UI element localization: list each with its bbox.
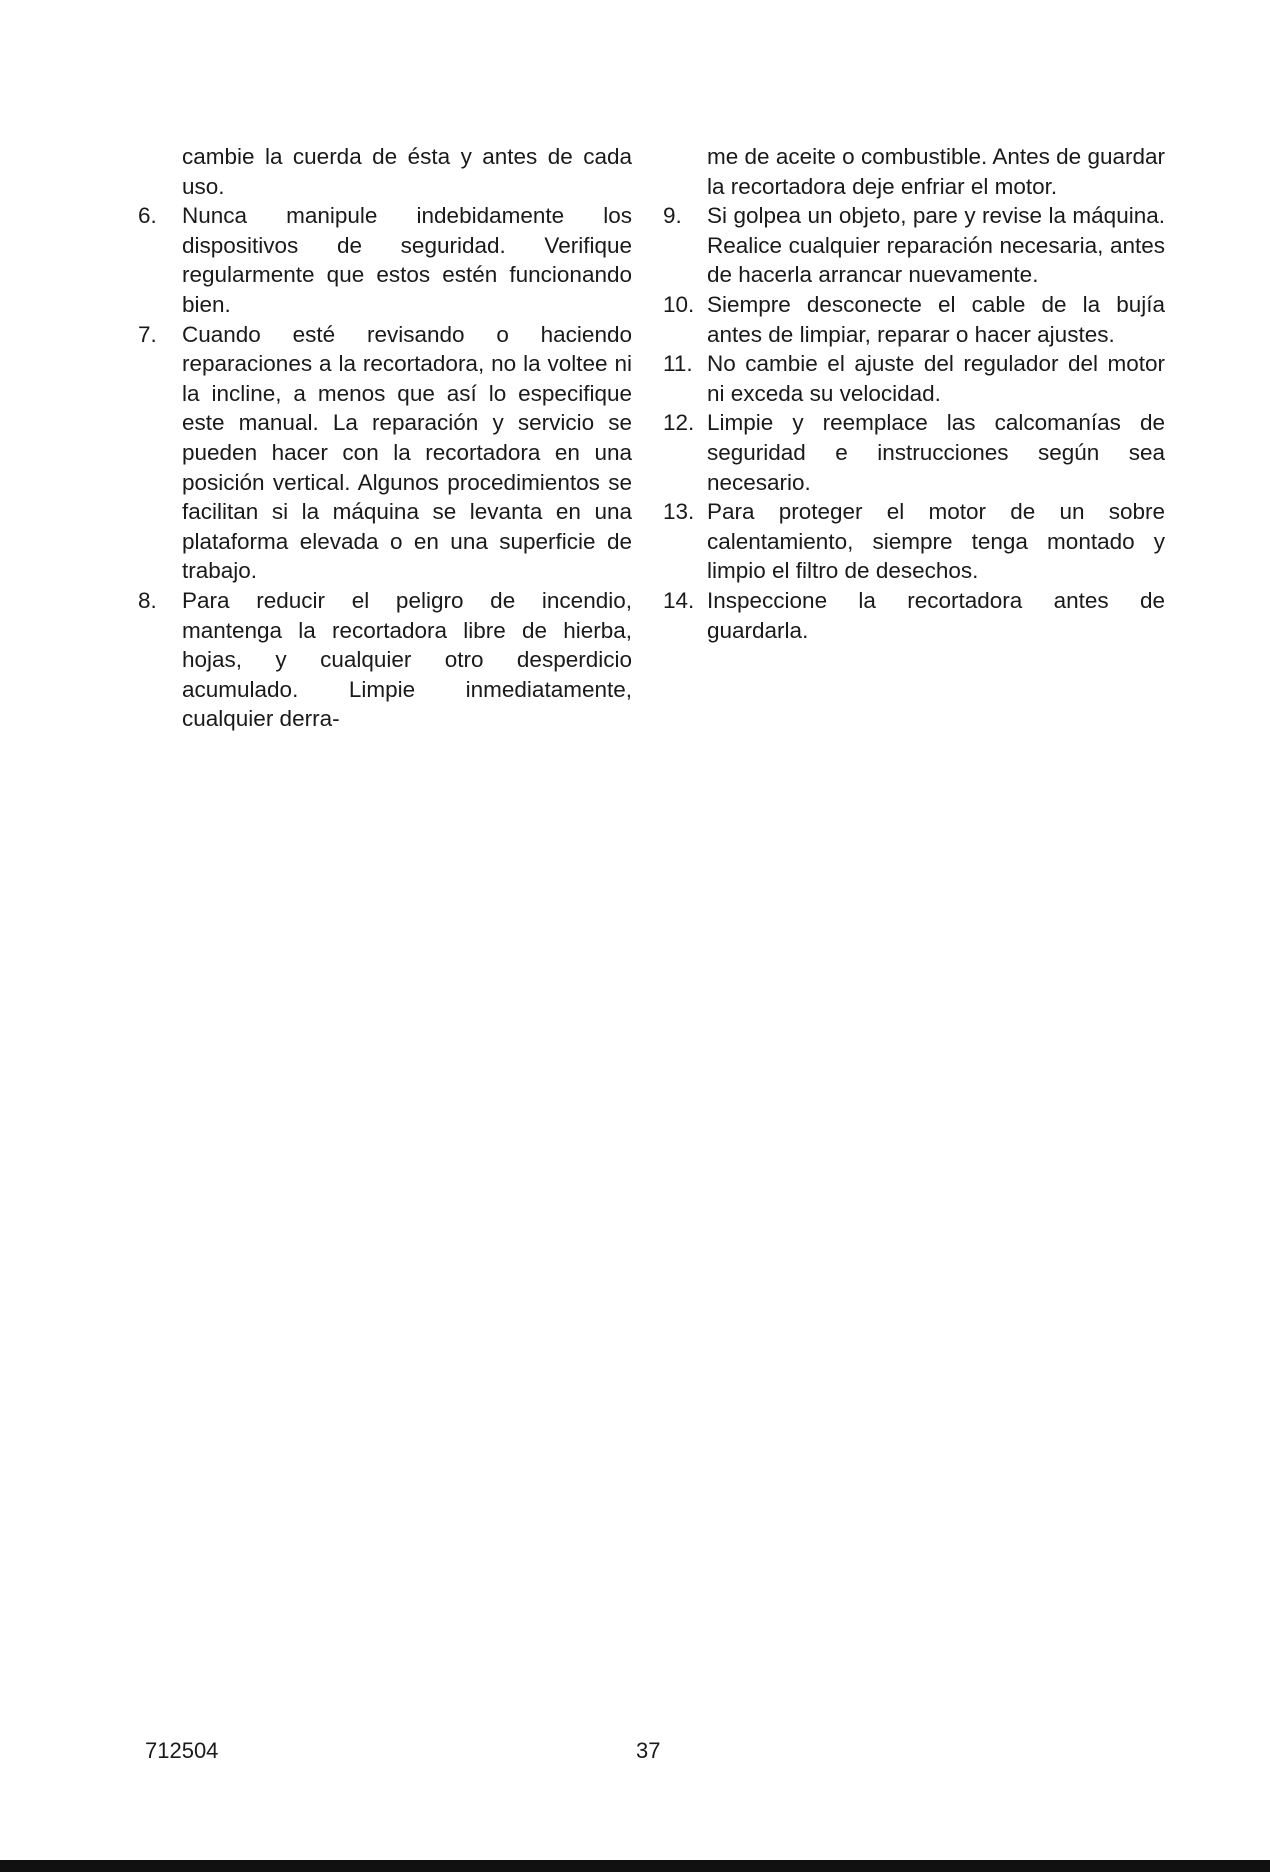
item-text: Inspeccione la recortadora antes de guardarla. [707, 587, 1165, 643]
document-code: 712504 [145, 1738, 219, 1763]
item-number: 14. [663, 587, 695, 613]
continued-text: cambie la cuerda de ésta y antes de cada uso. [182, 144, 632, 199]
item-number: 13. [663, 499, 695, 525]
list-item-8 [138, 586, 632, 734]
list-item-14 [663, 586, 1165, 645]
item-number: 12. [663, 410, 695, 436]
page-number: 37 [636, 1738, 661, 1763]
item-text: Para reducir el peligro de incendio, mantenga la recortadora libre de hierba, hojas, y cualquier otro desperdicio acumulado. Limpie inmediatamente, cualquier derra- [182, 587, 632, 732]
item-text: Nunca manipule indebidamente los dispositivos de seguridad. Verifique regularmente que estos estén funcionando bien. [182, 203, 632, 317]
continued-text: me de aceite o combustible. Antes de guardar la recortadora deje enfriar el motor. [707, 144, 1165, 199]
list-item-7 [138, 320, 632, 586]
item-number: 7. [138, 321, 157, 347]
item-text: Cuando esté revisando o haciendo reparaciones a la recortadora, no la voltee ni la incline, a menos que así lo especifique este manual. La reparación y servicio se pueden hacer con la recortadora en una posición vertical. Algunos procedimientos se facilitan si la máquina se levanta en una plataforma elevada o en una superficie de trabajo. [182, 321, 632, 584]
scan-edge-bar [0, 1860, 1270, 1872]
list-item-13 [663, 497, 1165, 586]
item-text: No cambie el ajuste del regulador del motor ni exceda su velocidad. [707, 351, 1165, 406]
item-text: Si golpea un objeto, pare y revise la máquina. Realice cualquier reparación necesaria, antes de hacerla arrancar nuevamente. [707, 203, 1165, 288]
item-number: 6. [138, 203, 157, 229]
list-item-12 [663, 408, 1165, 497]
item-number: 9. [663, 203, 682, 229]
item-text: Limpie y reemplace las calcomanías de seguridad e instrucciones según sea necesario. [707, 410, 1165, 495]
item-text: Siempre desconecte el cable de la bujía antes de limpiar, reparar o hacer ajustes. [707, 291, 1165, 347]
item-number: 11. [663, 351, 693, 377]
right-column [663, 142, 1165, 645]
list-item-10 [663, 290, 1165, 349]
item-text: Para proteger el motor de un sobre calentamiento, siempre tenga montado y limpio el filtro de desechos. [707, 499, 1165, 584]
list-item-11 [663, 349, 1165, 408]
list-item-6 [138, 201, 632, 319]
left-column [138, 142, 632, 734]
list-item-9 [663, 201, 1165, 290]
item-number: 10. [663, 291, 695, 317]
item-number: 8. [138, 587, 157, 613]
